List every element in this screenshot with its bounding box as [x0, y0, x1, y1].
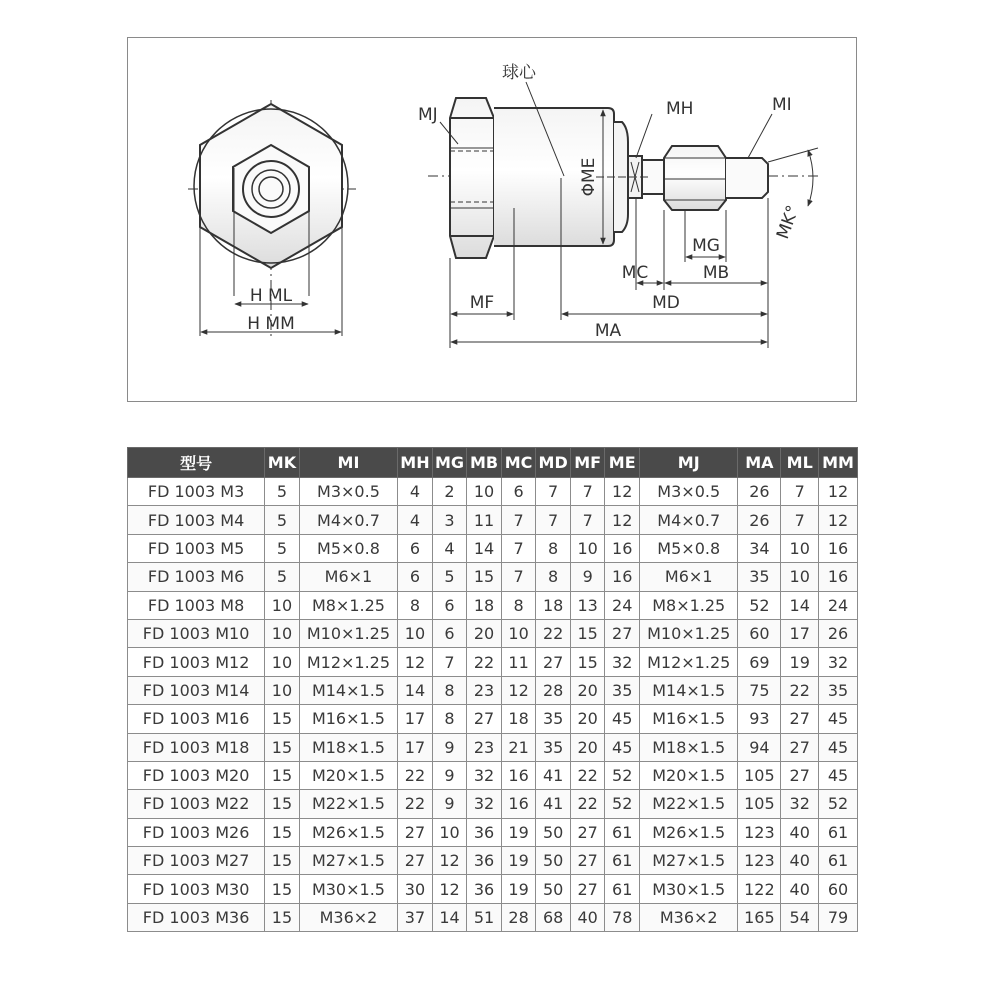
model-cell: FD 1003 M4: [128, 506, 265, 534]
table-cell: 123: [738, 818, 781, 846]
table-cell: M8×1.25: [640, 591, 738, 619]
column-header: MG: [432, 448, 467, 478]
h-ml-label: H ML: [249, 286, 293, 306]
mj-label: MJ: [418, 105, 438, 125]
table-cell: 15: [570, 648, 605, 676]
table-cell: 5: [265, 534, 300, 562]
model-cell: FD 1003 M18: [128, 733, 265, 761]
table-cell: 35: [605, 676, 640, 704]
table-cell: 7: [501, 506, 536, 534]
table-cell: 61: [819, 847, 858, 875]
table-cell: 12: [501, 676, 536, 704]
table-cell: 105: [738, 761, 781, 789]
table-cell: 23: [467, 733, 502, 761]
table-cell: 10: [501, 619, 536, 647]
table-cell: 8: [398, 591, 433, 619]
column-header: MC: [501, 448, 536, 478]
table-cell: 12: [819, 506, 858, 534]
table-cell: 15: [265, 903, 300, 931]
table-row: [128, 818, 858, 846]
ma-label: MA: [594, 321, 622, 341]
table-cell: 27: [398, 818, 433, 846]
table-cell: M5×0.8: [299, 534, 397, 562]
table-cell: 20: [467, 619, 502, 647]
table-cell: 12: [398, 648, 433, 676]
table-cell: M10×1.25: [299, 619, 397, 647]
table-cell: 50: [536, 875, 571, 903]
table-cell: 16: [501, 790, 536, 818]
column-header: MH: [398, 448, 433, 478]
table-cell: 7: [536, 478, 571, 506]
table-cell: 6: [432, 619, 467, 647]
table-cell: 165: [738, 903, 781, 931]
table-cell: 15: [265, 875, 300, 903]
table-cell: M10×1.25: [640, 619, 738, 647]
table-cell: M5×0.8: [640, 534, 738, 562]
table-cell: 17: [781, 619, 819, 647]
table-cell: 4: [398, 478, 433, 506]
table-cell: 19: [781, 648, 819, 676]
table-cell: 16: [605, 534, 640, 562]
table-row: [128, 733, 858, 761]
ball-center-label: 球心: [502, 63, 536, 83]
table-cell: 40: [781, 847, 819, 875]
table-cell: M16×1.5: [640, 705, 738, 733]
table-cell: 4: [398, 506, 433, 534]
table-cell: 61: [819, 818, 858, 846]
table-cell: 15: [265, 705, 300, 733]
table-cell: 20: [570, 733, 605, 761]
table-row: [128, 648, 858, 676]
table-cell: 12: [819, 478, 858, 506]
h-mm-label: H MM: [247, 314, 295, 334]
table-cell: 10: [781, 534, 819, 562]
table-cell: 12: [432, 875, 467, 903]
table-cell: M26×1.5: [640, 818, 738, 846]
table-cell: M16×1.5: [299, 705, 397, 733]
column-header: ME: [605, 448, 640, 478]
table-cell: 28: [501, 903, 536, 931]
table-cell: 54: [781, 903, 819, 931]
table-cell: 41: [536, 790, 571, 818]
mc-label: MC: [621, 263, 649, 283]
table-cell: 19: [501, 875, 536, 903]
table-row: [128, 847, 858, 875]
table-cell: 10: [265, 591, 300, 619]
table-cell: M4×0.7: [299, 506, 397, 534]
table-cell: 32: [605, 648, 640, 676]
table-cell: 61: [605, 875, 640, 903]
table-cell: 15: [570, 619, 605, 647]
table-cell: M30×1.5: [640, 875, 738, 903]
table-cell: 27: [605, 619, 640, 647]
model-cell: FD 1003 M36: [128, 903, 265, 931]
table-cell: M6×1: [640, 563, 738, 591]
table-cell: 69: [738, 648, 781, 676]
table-cell: 26: [819, 619, 858, 647]
table-cell: 6: [432, 591, 467, 619]
table-cell: 8: [536, 534, 571, 562]
table-cell: 10: [265, 619, 300, 647]
table-cell: 22: [570, 761, 605, 789]
mh-label: MH: [666, 99, 694, 119]
table-cell: 52: [819, 790, 858, 818]
table-cell: M14×1.5: [299, 676, 397, 704]
table-cell: 52: [605, 790, 640, 818]
table-cell: 2: [432, 478, 467, 506]
table-cell: 13: [570, 591, 605, 619]
table-cell: 20: [570, 705, 605, 733]
table-cell: 27: [781, 705, 819, 733]
table-row: [128, 705, 858, 733]
table-cell: 22: [398, 790, 433, 818]
model-cell: FD 1003 M6: [128, 563, 265, 591]
table-cell: 8: [501, 591, 536, 619]
model-cell: FD 1003 M3: [128, 478, 265, 506]
table-cell: M3×0.5: [640, 478, 738, 506]
table-row: [128, 761, 858, 789]
table-cell: 27: [570, 847, 605, 875]
table-cell: 3: [432, 506, 467, 534]
column-header: MI: [299, 448, 397, 478]
model-cell: FD 1003 M22: [128, 790, 265, 818]
table-row: [128, 903, 858, 931]
table-cell: 16: [605, 563, 640, 591]
table-cell: 27: [536, 648, 571, 676]
table-cell: 24: [819, 591, 858, 619]
table-cell: 22: [467, 648, 502, 676]
table-cell: 10: [398, 619, 433, 647]
table-cell: 35: [738, 563, 781, 591]
table-cell: M3×0.5: [299, 478, 397, 506]
table-cell: 17: [398, 733, 433, 761]
table-cell: 4: [432, 534, 467, 562]
table-cell: 22: [536, 619, 571, 647]
table-cell: 21: [501, 733, 536, 761]
table-cell: 14: [467, 534, 502, 562]
table-cell: 5: [265, 478, 300, 506]
table-cell: 10: [265, 676, 300, 704]
table-cell: 60: [819, 875, 858, 903]
table-cell: 10: [467, 478, 502, 506]
table-cell: M36×2: [640, 903, 738, 931]
table-cell: 14: [432, 903, 467, 931]
table-cell: 10: [570, 534, 605, 562]
table-cell: M12×1.25: [299, 648, 397, 676]
table-cell: 19: [501, 847, 536, 875]
table-cell: M4×0.7: [640, 506, 738, 534]
table-cell: 105: [738, 790, 781, 818]
table-cell: M27×1.5: [299, 847, 397, 875]
table-cell: 12: [605, 478, 640, 506]
model-cell: FD 1003 M20: [128, 761, 265, 789]
table-cell: 37: [398, 903, 433, 931]
table-cell: 7: [536, 506, 571, 534]
table-cell: 5: [432, 563, 467, 591]
table-cell: 10: [265, 648, 300, 676]
table-cell: 27: [781, 761, 819, 789]
column-header: MJ: [640, 448, 738, 478]
table-row: [128, 563, 858, 591]
table-cell: 35: [536, 705, 571, 733]
column-header: ML: [781, 448, 819, 478]
table-cell: 16: [819, 563, 858, 591]
table-cell: M26×1.5: [299, 818, 397, 846]
me-label: ΦME: [579, 157, 599, 197]
table-cell: 34: [738, 534, 781, 562]
table-cell: 30: [398, 875, 433, 903]
table-cell: 8: [536, 563, 571, 591]
table-cell: 22: [570, 790, 605, 818]
mg-label: MG: [692, 236, 720, 256]
table-cell: 7: [781, 478, 819, 506]
table-cell: 19: [501, 818, 536, 846]
table-cell: 36: [467, 875, 502, 903]
table-cell: 94: [738, 733, 781, 761]
table-cell: 36: [467, 818, 502, 846]
mf-label: MF: [469, 293, 495, 313]
model-cell: FD 1003 M16: [128, 705, 265, 733]
table-cell: 40: [781, 818, 819, 846]
table-row: [128, 790, 858, 818]
table-cell: 18: [501, 705, 536, 733]
table-cell: 79: [819, 903, 858, 931]
table-cell: 41: [536, 761, 571, 789]
table-cell: 32: [467, 761, 502, 789]
table-cell: 50: [536, 847, 571, 875]
column-header: MM: [819, 448, 858, 478]
table-row: [128, 534, 858, 562]
table-cell: 15: [467, 563, 502, 591]
table-cell: M22×1.5: [299, 790, 397, 818]
table-cell: 23: [467, 676, 502, 704]
table-cell: 16: [819, 534, 858, 562]
table-row: [128, 875, 858, 903]
table-cell: 26: [738, 506, 781, 534]
model-cell: FD 1003 M27: [128, 847, 265, 875]
table-row: [128, 619, 858, 647]
model-cell: FD 1003 M26: [128, 818, 265, 846]
mb-label: MB: [702, 263, 730, 283]
table-cell: 61: [605, 847, 640, 875]
table-cell: 7: [501, 563, 536, 591]
table-cell: 27: [781, 733, 819, 761]
column-header: MF: [570, 448, 605, 478]
table-cell: 18: [467, 591, 502, 619]
table-cell: 8: [432, 676, 467, 704]
table-cell: M8×1.25: [299, 591, 397, 619]
table-cell: 9: [432, 761, 467, 789]
table-cell: 9: [432, 733, 467, 761]
table-cell: 45: [605, 733, 640, 761]
table-cell: 52: [738, 591, 781, 619]
table-cell: 60: [738, 619, 781, 647]
table-cell: 35: [819, 676, 858, 704]
table-cell: 32: [467, 790, 502, 818]
technical-drawing: [128, 38, 858, 403]
table-row: [128, 506, 858, 534]
table-cell: M30×1.5: [299, 875, 397, 903]
md-label: MD: [652, 293, 680, 313]
table-cell: M14×1.5: [640, 676, 738, 704]
table-cell: 20: [570, 676, 605, 704]
table-cell: 27: [467, 705, 502, 733]
table-cell: 27: [398, 847, 433, 875]
table-cell: 12: [432, 847, 467, 875]
table-row: [128, 478, 858, 506]
table-cell: 45: [819, 733, 858, 761]
table-cell: 45: [605, 705, 640, 733]
table-cell: 9: [570, 563, 605, 591]
table-cell: 51: [467, 903, 502, 931]
table-cell: 9: [432, 790, 467, 818]
table-cell: 6: [398, 534, 433, 562]
model-cell: FD 1003 M8: [128, 591, 265, 619]
table-cell: 6: [501, 478, 536, 506]
table-cell: 75: [738, 676, 781, 704]
column-header: MD: [536, 448, 571, 478]
table-cell: M22×1.5: [640, 790, 738, 818]
table-cell: 32: [781, 790, 819, 818]
table-cell: 5: [265, 506, 300, 534]
technical-drawing-frame: [127, 37, 857, 402]
table-cell: 61: [605, 818, 640, 846]
table-cell: 78: [605, 903, 640, 931]
table-cell: 7: [570, 506, 605, 534]
table-cell: 7: [570, 478, 605, 506]
table-cell: M27×1.5: [640, 847, 738, 875]
table-cell: 10: [781, 563, 819, 591]
table-cell: 68: [536, 903, 571, 931]
table-cell: 7: [781, 506, 819, 534]
table-cell: M18×1.5: [640, 733, 738, 761]
table-cell: 45: [819, 705, 858, 733]
table-cell: 26: [738, 478, 781, 506]
table-cell: 35: [536, 733, 571, 761]
table-cell: 22: [398, 761, 433, 789]
table-row: [128, 676, 858, 704]
table-body: [128, 478, 858, 932]
table-cell: 123: [738, 847, 781, 875]
table-cell: M20×1.5: [299, 761, 397, 789]
table-cell: 17: [398, 705, 433, 733]
table-cell: 6: [398, 563, 433, 591]
specification-table: [127, 447, 858, 932]
table-cell: 7: [501, 534, 536, 562]
column-header: MA: [738, 448, 781, 478]
table-cell: 32: [819, 648, 858, 676]
table-cell: 18: [536, 591, 571, 619]
table-cell: 15: [265, 733, 300, 761]
mk-label: MK°: [773, 202, 804, 242]
table-cell: 16: [501, 761, 536, 789]
table-cell: 45: [819, 761, 858, 789]
table-cell: 15: [265, 761, 300, 789]
mi-label: MI: [772, 95, 792, 115]
table-cell: 50: [536, 818, 571, 846]
table-row: [128, 591, 858, 619]
table-header-row: [128, 448, 858, 478]
table-cell: 15: [265, 790, 300, 818]
table-cell: 24: [605, 591, 640, 619]
table-cell: 52: [605, 761, 640, 789]
table-cell: 15: [265, 847, 300, 875]
table-cell: 15: [265, 818, 300, 846]
table-cell: 27: [570, 818, 605, 846]
column-header: MB: [467, 448, 502, 478]
table-cell: 122: [738, 875, 781, 903]
table-cell: M20×1.5: [640, 761, 738, 789]
table-cell: 22: [781, 676, 819, 704]
table-cell: 5: [265, 563, 300, 591]
model-cell: FD 1003 M10: [128, 619, 265, 647]
table-cell: 28: [536, 676, 571, 704]
table-cell: 93: [738, 705, 781, 733]
table-cell: 11: [467, 506, 502, 534]
table-cell: M6×1: [299, 563, 397, 591]
table-cell: 8: [432, 705, 467, 733]
table-cell: 11: [501, 648, 536, 676]
table-cell: 10: [432, 818, 467, 846]
table-cell: 40: [781, 875, 819, 903]
model-cell: FD 1003 M14: [128, 676, 265, 704]
model-cell: FD 1003 M12: [128, 648, 265, 676]
table-cell: 14: [781, 591, 819, 619]
table-cell: M18×1.5: [299, 733, 397, 761]
table-cell: 36: [467, 847, 502, 875]
model-cell: FD 1003 M30: [128, 875, 265, 903]
model-cell: FD 1003 M5: [128, 534, 265, 562]
table-cell: 7: [432, 648, 467, 676]
table-cell: M12×1.25: [640, 648, 738, 676]
column-header: 型号: [128, 448, 265, 478]
table-cell: 14: [398, 676, 433, 704]
table-cell: M36×2: [299, 903, 397, 931]
column-header: MK: [265, 448, 300, 478]
table-cell: 40: [570, 903, 605, 931]
table-cell: 27: [570, 875, 605, 903]
table-cell: 12: [605, 506, 640, 534]
